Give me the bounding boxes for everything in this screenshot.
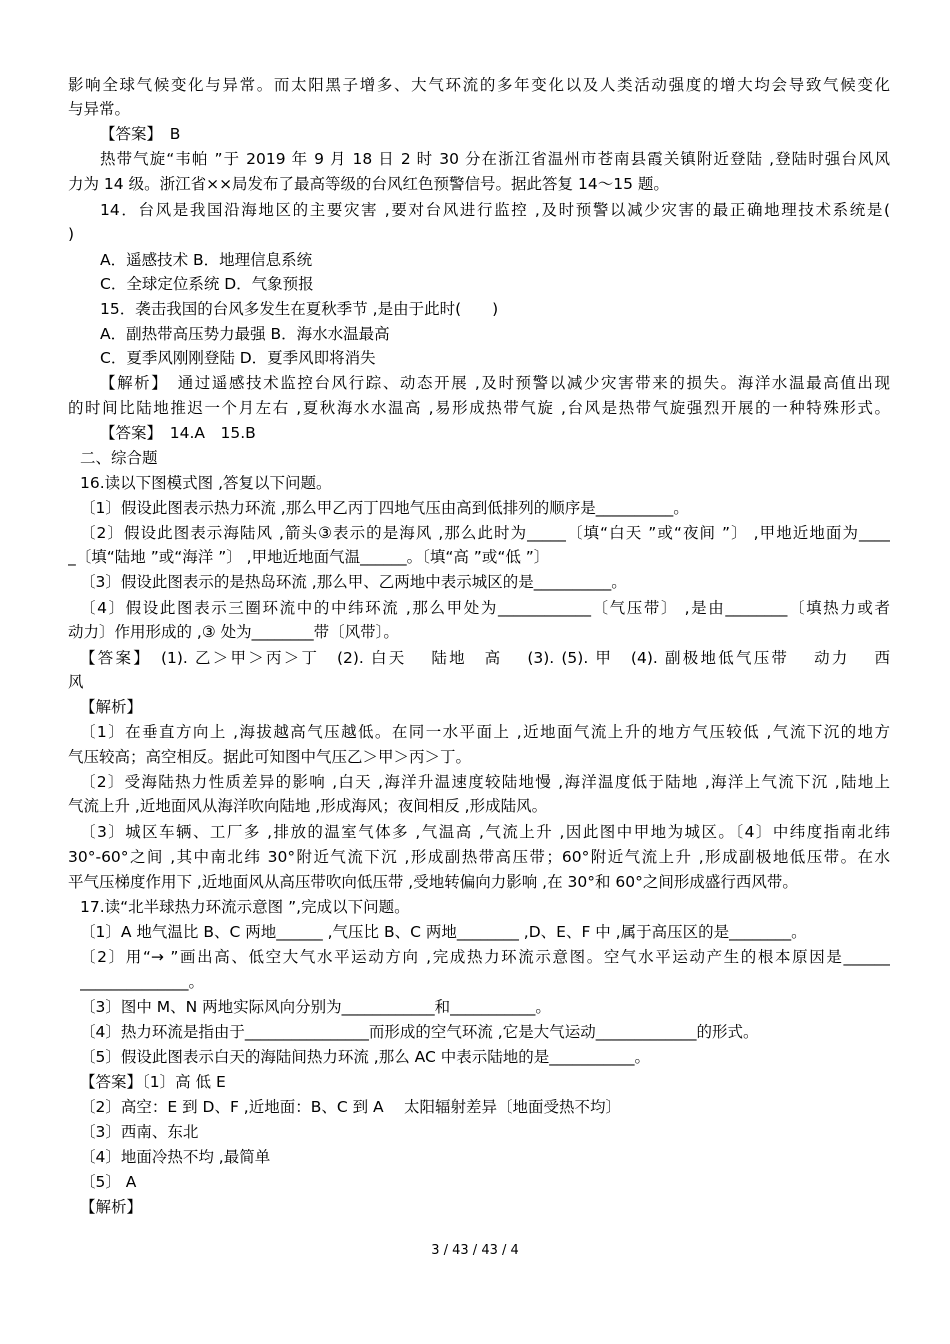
paragraph-line: 力为 14 级。浙江省××局发布了最高等级的台风红色预警信号。据此答复 14～15 题。 [68, 175, 669, 193]
question-line: 16.读以下图模式图 ,答复以下问题。 [80, 474, 332, 492]
question-line: 〔3〕图中 M、N 两地实际风向分别为____________和___________。 [80, 998, 551, 1016]
option-line: C．全球定位系统 D．气象预报 [100, 275, 314, 293]
question-line: 〔1〕假设此图表示热力环流 ,那么甲乙丙丁四地气压由高到低排列的顺序是__________。 [80, 499, 689, 517]
answer-line: 〔3〕西南、东北 [80, 1123, 199, 1141]
question-line: 〔1〕A 地气温比 B、C 两地______ ,气压比 B、C 两地________ ,D、E、F 中 ,属于高压区的是________。 [80, 923, 807, 941]
analysis-line: 平气压梯度作用下 ,近地面风从高压带吹向低压带 ,受地转偏向力影响 ,在 30°和 60°之间形成盛行西风带。 [68, 873, 798, 891]
paragraph-line: 与异常。 [68, 100, 131, 118]
option-line: A．副热带高压势力最强 B．海水水温最高 [100, 325, 390, 343]
option-line: A．遥感技术 B．地理信息系统 [100, 251, 313, 269]
analysis-line: 〔1〕在垂直方向上 ,海拔越高气压越低。在同一水平面上 ,近地面气流上升的地方气压较低 ,气流下沉的地方 [80, 723, 890, 741]
question-line: 动力〕作用形成的 ,③ 处为________带〔风带〕。 [68, 623, 399, 641]
answer-line: 〔5〕 A [80, 1173, 137, 1191]
analysis-heading: 【解析】 [80, 1198, 143, 1216]
answer-line: 【答案】 14.A 15.B [100, 424, 256, 442]
question-line: 〔3〕假设此图表示的是热岛环流 ,那么甲、乙两地中表示城区的是__________。 [80, 573, 627, 591]
analysis-line: 〔2〕受海陆热力性质差异的影响 ,白天 ,海洋升温速度较陆地慢 ,海洋温度低于陆地 ,海洋上气流下沉 ,陆地上 [80, 773, 890, 791]
answer-line: 【答案】 B [100, 125, 181, 143]
option-line: C．夏季风刚刚登陆 D．夏季风即将消失 [100, 349, 376, 367]
question-line: 〔2〕假设此图表示海陆风 ,箭头③表示的是海风 ,那么此时为_____〔填“白天 ”或“夜间 ”〕 ,甲地近地面为____ [80, 524, 890, 542]
answer-line: 〔4〕地面冷热不均 ,最简单 [80, 1148, 271, 1166]
section-heading: 二、综合题 [80, 449, 158, 467]
analysis-line: 30°-60°之间 ,其中南北纬 30°附近气流下沉 ,形成副热带高压带；60°附近气流上升 ,形成副极地低压带。在水 [68, 848, 890, 866]
question-line: ______________。 [80, 973, 205, 991]
question-line: 〔2〕用“→ ”画出高、低空大气水平运动方向 ,完成热力环流示意图。空气水平运动产生的根本原因是______ [80, 948, 890, 966]
question-line: 14．台风是我国沿海地区的主要灾害 ,要对台风进行监控 ,及时预警以减少灾害的最正确地理技术系统是( [100, 201, 890, 219]
question-line: 17.读“北半球热力环流示意图 ”,完成以下问题。 [80, 898, 410, 916]
page-number: 3 / 43 / 43 / 4 [431, 1243, 519, 1258]
answer-line: 风 [68, 673, 84, 691]
analysis-line: 的时间比陆地推迟一个月左右 ,夏秋海水水温高 ,易形成热带气旋 ,台风是热带气旋强烈开展的一种特殊形式。 [68, 399, 890, 417]
question-line: 15．袭击我国的台风多发生在夏秋季节 ,是由于此时( ) [100, 300, 499, 318]
question-line: 〔4〕热力环流是指由于________________而形成的空气环流 ,它是大气运动_____________的形式。 [80, 1023, 759, 1041]
paragraph-line: 热带气旋“韦帕 ”于 2019 年 9 月 18 日 2 时 30 分在浙江省温州市苍南县霞关镇附近登陆 ,登陆时强台风风 [100, 150, 890, 168]
analysis-line: 气压较高；高空相反。据此可知图中气压乙＞甲＞丙＞丁。 [68, 748, 472, 766]
analysis-line: 【解析】 通过遥感技术监控台风行踪、动态开展 ,及时预警以减少灾害带来的损失。海洋水温最高值出现 [100, 374, 890, 392]
paragraph-line: 影响全球气候变化与异常。而太阳黑子增多、大气环流的多年变化以及人类活动强度的增大均会导致气候变化 [68, 76, 890, 94]
question-line: ) [68, 225, 75, 243]
analysis-line: 气流上升 ,近地面风从海洋吹向陆地 ,形成海风；夜间相反 ,形成陆风。 [68, 797, 548, 815]
answer-line: 【答案】 (1). 乙＞甲＞丙＞丁 (2). 白天 陆地 高 (3). (5). 甲 (4). 副极地低气压带 动力 西 [80, 649, 890, 667]
answer-line: 【答案】〔1〕高 低 E [80, 1073, 226, 1091]
analysis-heading: 【解析】 [80, 698, 143, 716]
question-line: _〔填“陆地 ”或“海洋 ”〕 ,甲地近地面气温______。〔填“高 ”或“低 ”〕 [68, 548, 550, 566]
analysis-line: 〔3〕城区车辆、工厂多 ,排放的温室气体多 ,气温高 ,气流上升 ,因此图中甲地为城区。〔4〕中纬度指南北纬 [80, 823, 890, 841]
question-line: 〔5〕假设此图表示白天的海陆间热力环流 ,那么 AC 中表示陆地的是___________。 [80, 1048, 650, 1066]
question-line: 〔4〕假设此图表示三圈环流中的中纬环流 ,那么甲处为____________〔气压带〕 ,是由________〔填热力或者 [80, 599, 890, 617]
answer-line: 〔2〕高空：E 到 D、F ,近地面：B、C 到 A 太阳辐射差异〔地面受热不均〕 [80, 1098, 622, 1116]
